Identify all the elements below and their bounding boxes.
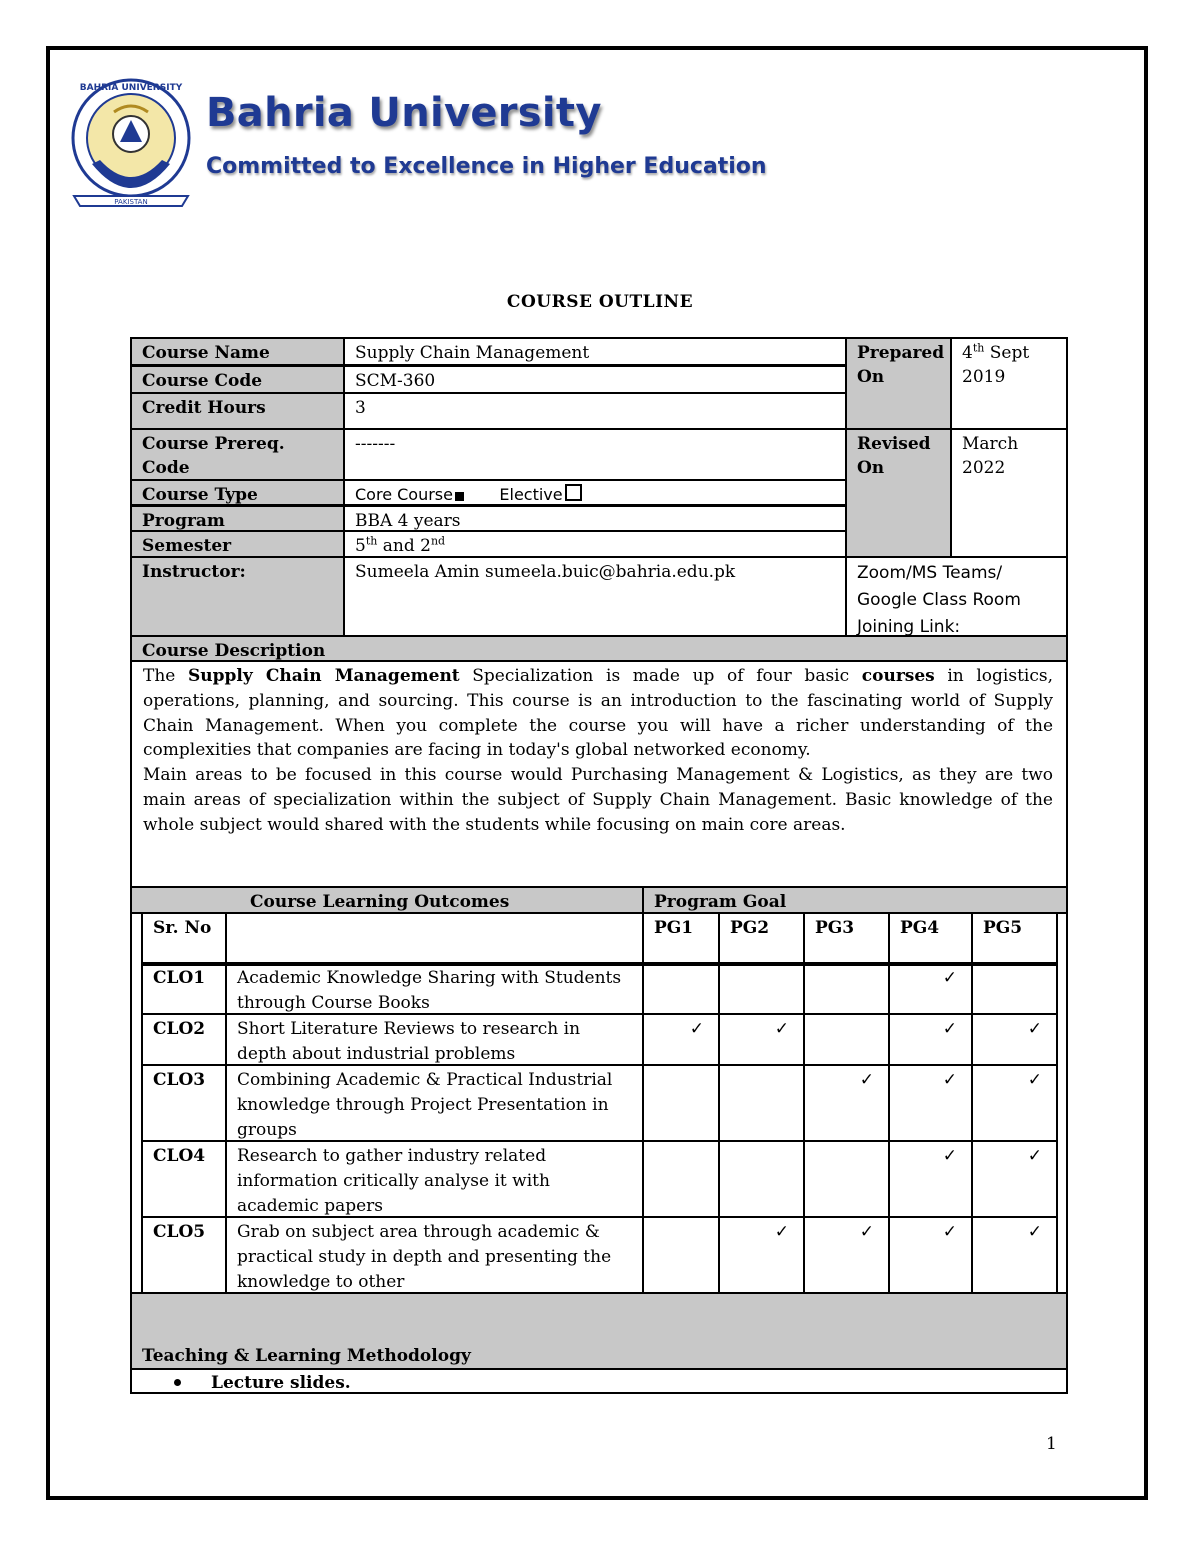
program-goal-header: PG1 bbox=[642, 912, 720, 966]
goal-cell bbox=[971, 962, 1058, 1015]
clo-id: CLO1 bbox=[141, 962, 227, 1015]
revised-on-label: Revised On bbox=[845, 428, 952, 558]
instructor-label: Instructor: bbox=[130, 556, 345, 637]
course-description-heading: Course Description bbox=[130, 635, 1068, 662]
check-mark-icon: ✓ bbox=[1027, 1070, 1042, 1090]
clo-description: Short Literature Reviews to research in depth about industrial problems bbox=[225, 1013, 644, 1066]
check-mark-icon: ✓ bbox=[774, 1019, 789, 1039]
goal-cell bbox=[718, 1064, 805, 1142]
page-number: 1 bbox=[1046, 1434, 1057, 1454]
semester-label: Semester bbox=[130, 530, 345, 558]
goal-cell bbox=[888, 1064, 973, 1142]
course-code-label: Course Code bbox=[130, 365, 345, 394]
goal-cell bbox=[718, 962, 805, 1015]
goal-cell bbox=[971, 1013, 1058, 1066]
course-name-label: Course Name bbox=[130, 337, 345, 366]
methodology-heading: Teaching & Learning Methodology bbox=[130, 1292, 1068, 1370]
program-goal-header: PG4 bbox=[888, 912, 973, 966]
joining-link-label: Zoom/MS Teams/ Google Class Room Joining Link: bbox=[845, 556, 1068, 637]
goal-cell bbox=[642, 1216, 720, 1294]
course-type-label: Course Type bbox=[130, 479, 345, 506]
goal-cell bbox=[642, 1140, 720, 1218]
program-goal-header: PG2 bbox=[718, 912, 805, 966]
credit-hours-value: 3 bbox=[343, 392, 847, 430]
elective-label: Elective bbox=[499, 485, 563, 504]
bullet-icon bbox=[174, 1379, 181, 1386]
goal-cell bbox=[971, 1216, 1058, 1294]
clo-id: CLO2 bbox=[141, 1013, 227, 1066]
goal-cell bbox=[718, 1216, 805, 1294]
goal-cell bbox=[803, 1013, 890, 1066]
svg-text:PAKISTAN: PAKISTAN bbox=[114, 198, 148, 206]
check-mark-icon: ✓ bbox=[774, 1222, 789, 1242]
page-title: COURSE OUTLINE bbox=[506, 292, 694, 312]
goal-cell bbox=[642, 1013, 720, 1066]
goal-cell bbox=[803, 1064, 890, 1142]
goal-cell bbox=[718, 1140, 805, 1218]
check-mark-icon: ✓ bbox=[689, 1019, 704, 1039]
prepared-on-label: Prepared On bbox=[845, 337, 952, 430]
goal-cell bbox=[803, 1140, 890, 1218]
check-mark-icon: ✓ bbox=[859, 1070, 874, 1090]
prepared-on-value: 4th Sept 2019 bbox=[950, 337, 1068, 430]
goal-cell bbox=[642, 1064, 720, 1142]
core-course-checkbox[interactable] bbox=[455, 492, 464, 501]
instructor-value: Sumeela Amin sumeela.buic@bahria.edu.pk bbox=[343, 556, 847, 637]
course-code-value: SCM-360 bbox=[343, 365, 847, 394]
elective-checkbox[interactable] bbox=[565, 484, 582, 501]
clo-id: CLO3 bbox=[141, 1064, 227, 1142]
goal-cell bbox=[888, 962, 973, 1015]
outcome-header bbox=[225, 912, 644, 966]
program-goal-header: PG3 bbox=[803, 912, 890, 966]
program-goal-heading: Program Goal bbox=[642, 886, 1068, 914]
check-mark-icon: ✓ bbox=[1027, 1019, 1042, 1039]
goal-cell bbox=[718, 1013, 805, 1066]
program-value: BBA 4 years bbox=[343, 505, 847, 532]
methodology-item: Lecture slides. bbox=[211, 1373, 351, 1393]
program-label: Program bbox=[130, 505, 345, 532]
goal-cell bbox=[971, 1140, 1058, 1218]
clo-description: Academic Knowledge Sharing with Students through Course Books bbox=[225, 962, 644, 1015]
check-mark-icon: ✓ bbox=[942, 1222, 957, 1242]
clo-id: CLO4 bbox=[141, 1140, 227, 1218]
goal-cell bbox=[642, 962, 720, 1015]
clo-description: Combining Academic & Practical Industrial knowledge through Project Presentation in groups bbox=[225, 1064, 644, 1142]
revised-on-value: March 2022 bbox=[950, 428, 1068, 558]
clo-id: CLO5 bbox=[141, 1216, 227, 1294]
semester-value: 5th and 2nd bbox=[343, 530, 847, 558]
course-description-body bbox=[130, 660, 1068, 888]
credit-hours-label: Credit Hours bbox=[130, 392, 345, 430]
course-name-value: Supply Chain Management bbox=[343, 337, 847, 366]
course-type-value bbox=[343, 479, 847, 506]
methodology-list bbox=[130, 1368, 1068, 1394]
prereq-value: ------- bbox=[343, 428, 847, 481]
goal-cell bbox=[803, 1216, 890, 1294]
clo-description: Research to gather industry related information critically analyse it with academic papers bbox=[225, 1140, 644, 1218]
goal-cell bbox=[971, 1064, 1058, 1142]
svg-text:BAHRIA UNIVERSITY: BAHRIA UNIVERSITY bbox=[79, 83, 183, 93]
university-name: Bahria University bbox=[206, 90, 602, 136]
check-mark-icon: ✓ bbox=[942, 1019, 957, 1039]
program-goal-header: PG5 bbox=[971, 912, 1058, 966]
goal-cell bbox=[803, 962, 890, 1015]
check-mark-icon: ✓ bbox=[942, 1146, 957, 1166]
goal-cell bbox=[888, 1013, 973, 1066]
prereq-label: Course Prereq. Code bbox=[130, 428, 345, 481]
sr-no-header: Sr. No bbox=[141, 912, 227, 966]
core-course-label: Core Course bbox=[355, 485, 453, 504]
university-tagline: Committed to Excellence in Higher Education bbox=[206, 154, 767, 179]
description-paragraph-1: The Supply Chain Management Specialization is made up of four basic courses in logistics, operations, planning, and sourcing. This course is an introduction to the fascinating world of Supply Chain Management. When you complete the course you will have a richer understanding of the complexities that companies are facing in today's global networked economy. bbox=[143, 666, 1053, 761]
check-mark-icon: ✓ bbox=[859, 1222, 874, 1242]
check-mark-icon: ✓ bbox=[1027, 1222, 1042, 1242]
goal-cell bbox=[888, 1140, 973, 1218]
description-paragraph-2: Main areas to be focused in this course would Purchasing Management & Logistics, as they are two main areas of specialization within the subject of Supply Chain Management. Basic knowledge of the whole subject would shared with the students while focusing on main core areas. bbox=[143, 765, 1053, 835]
clo-heading: Course Learning Outcomes bbox=[130, 886, 644, 914]
clo-description: Grab on subject area through academic & practical study in depth and presenting the knowledge to other bbox=[225, 1216, 644, 1294]
check-mark-icon: ✓ bbox=[942, 1070, 957, 1090]
check-mark-icon: ✓ bbox=[1027, 1146, 1042, 1166]
goal-cell bbox=[888, 1216, 973, 1294]
check-mark-icon: ✓ bbox=[942, 968, 957, 988]
bahria-university-crest-icon bbox=[70, 72, 192, 212]
